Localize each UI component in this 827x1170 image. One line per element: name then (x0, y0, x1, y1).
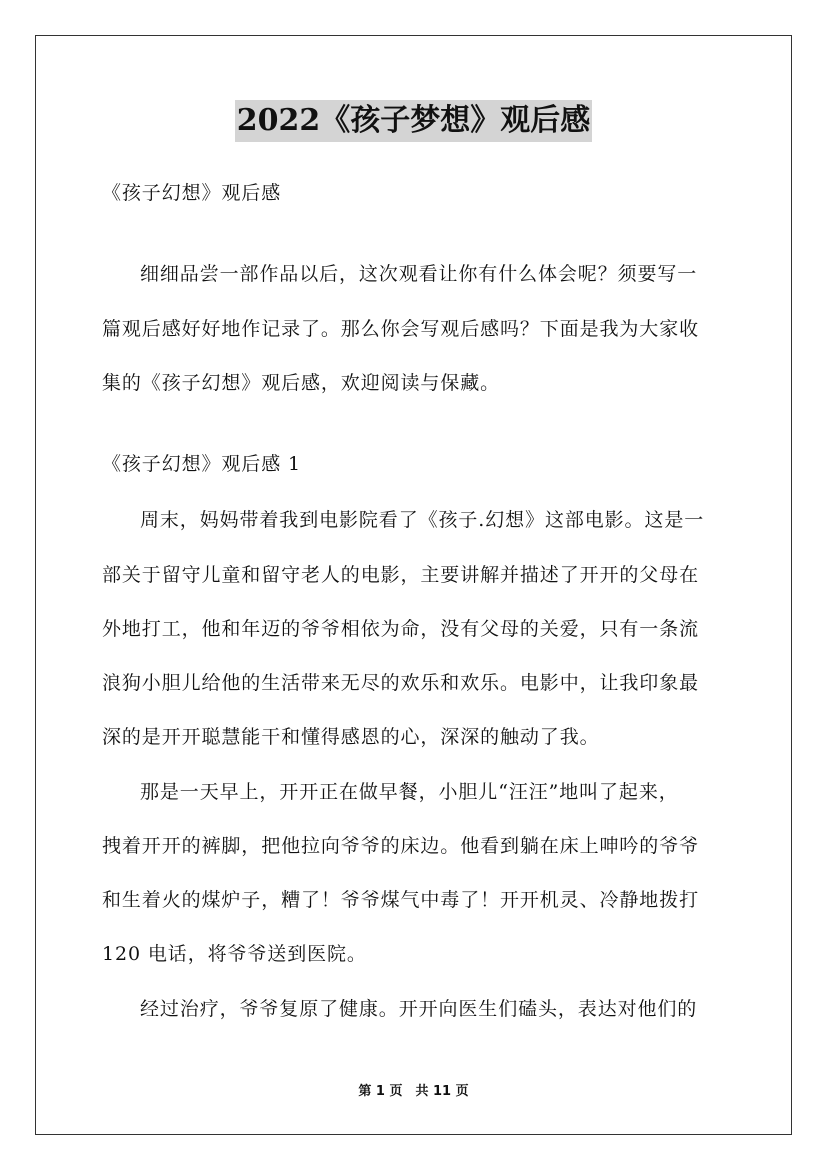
paragraph-line: 部关于留守儿童和留守老人的电影，主要讲解并描述了开开的父母在 (102, 564, 700, 586)
paragraph-line: 周末，妈妈带着我到电影院看了《孩子.幻想》这部电影。这是一 (140, 509, 705, 531)
paragraph-line: 外地打工，他和年迈的爷爷相依为命，没有父母的关爱，只有一条流 (102, 618, 700, 640)
section-heading: 《孩子幻想》观后感 1 (102, 453, 302, 475)
paragraph-line: 篇观后感好好地作记录了。那么你会写观后感吗？下面是我为大家收 (102, 318, 700, 340)
section-heading: 《孩子幻想》观后感 (102, 182, 282, 204)
paragraph-line: 集的《孩子幻想》观后感，欢迎阅读与保藏。 (102, 372, 501, 394)
paragraph-line: 经过治疗，爷爷复原了健康。开开向医生们磕头，表达对他们的 (140, 998, 698, 1020)
paragraph-line: 那是一天早上，开开正在做早餐，小胆儿“汪汪”地叫了起来， (140, 781, 679, 803)
paragraph-line: 120 电话，将爷爷送到医院。 (102, 943, 367, 965)
page-number: 第 1 页 共 11 页 (358, 1084, 469, 1099)
paragraph-line: 和生着火的煤炉子，糟了！爷爷煤气中毒了！开开机灵、冷静地拨打 (102, 889, 700, 911)
paragraph-line: 细细品尝一部作品以后，这次观看让你有什么体会呢？须要写一 (140, 263, 698, 285)
paragraph-line: 浪狗小胆儿给他的生活带来无尽的欢乐和欢乐。电影中，让我印象最 (102, 672, 700, 694)
paragraph-line: 拽着开开的裤脚，把他拉向爷爷的床边。他看到躺在床上呻吟的爷爷 (102, 835, 700, 857)
document-title: 2022《孩子梦想》观后感 (235, 100, 593, 142)
paragraph-line: 深的是开开聪慧能干和懂得感恩的心，深深的触动了我。 (102, 726, 600, 748)
title-container (0, 100, 827, 142)
